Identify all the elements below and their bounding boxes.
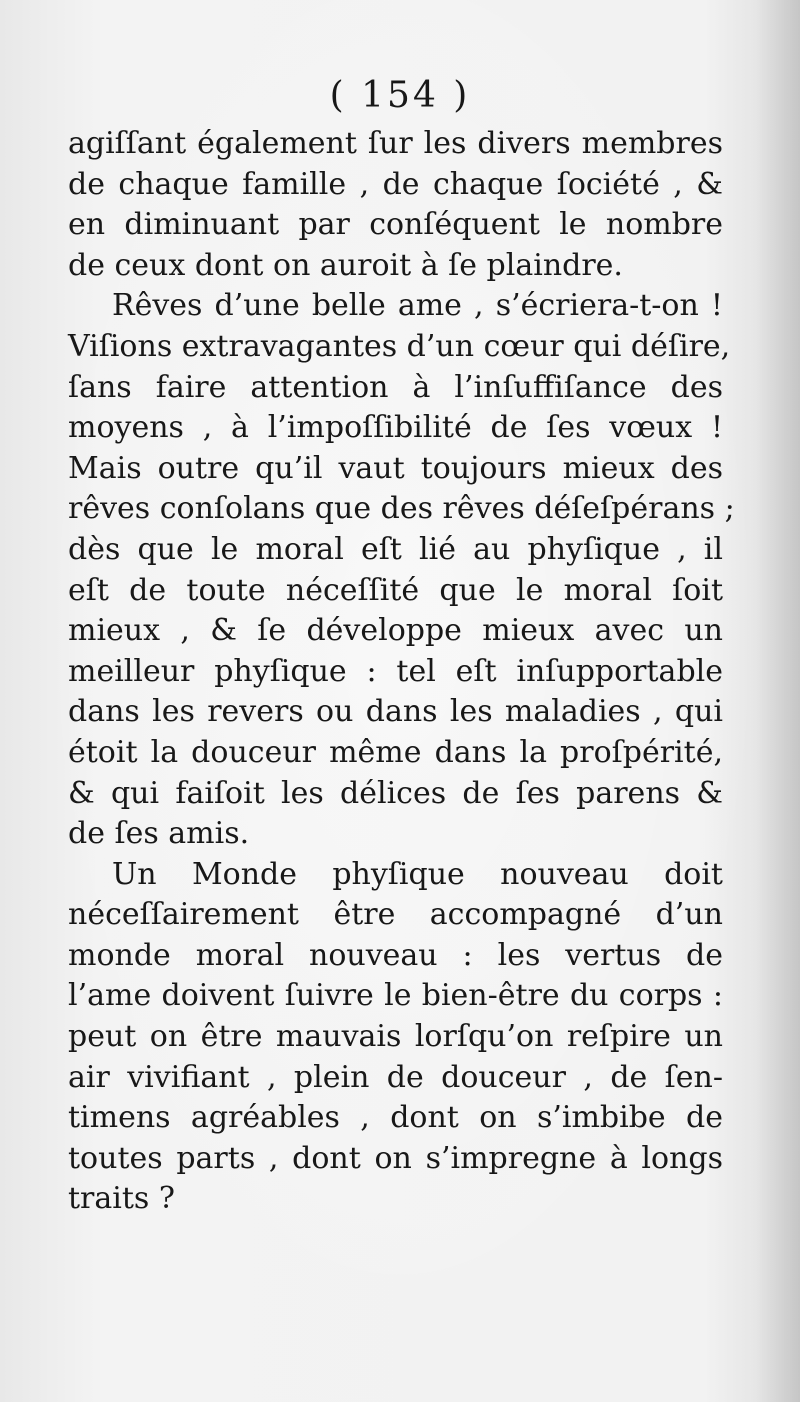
text-line: air vivifiant , plein de douceur , de ſen- xyxy=(68,1059,723,1095)
text-line: peut on être mauvais lorſqu’on reſpire un xyxy=(68,1019,723,1055)
text-line: moyens , à l’impoſſibilité de ſes vœux ! xyxy=(68,410,723,446)
text-line: monde moral nouveau : les vertus de xyxy=(68,937,723,973)
text-line: dès que le moral eſt lié au phyſique , il xyxy=(68,531,723,567)
text-line: Mais outre qu’il vaut toujours mieux des xyxy=(68,450,723,486)
text-line: meilleur phyſique : tel eſt inſupportable xyxy=(68,653,723,689)
text-line: toutes parts , dont on s’impregne à longs xyxy=(68,1140,723,1176)
text-line: de ſes amis. xyxy=(68,816,250,852)
text-line: en diminuant par conſéquent le nombre xyxy=(68,207,723,243)
text-line: Viſions extravagantes d’un cœur qui déſire, xyxy=(68,328,731,364)
paragraph xyxy=(68,286,735,854)
text-line: ſans faire attention à l’inſuffiſance des xyxy=(68,369,723,405)
text-line: agiſſant également ſur les divers membres xyxy=(68,126,723,161)
text-line: Rêves d’une belle ame , s’écriera-t-on ! xyxy=(112,288,723,324)
text-line: rêves conſolans que des rêves déſeſpérans ; xyxy=(68,491,735,527)
text-line: de chaque famille , de chaque ſociété , & xyxy=(68,166,723,202)
text-line: étoit la douceur même dans la proſpérité, xyxy=(68,734,723,770)
page-number: ( 154 ) xyxy=(329,75,471,116)
text-line: de ceux dont on auroit à ſe plaindre. xyxy=(68,247,623,283)
paragraph xyxy=(68,124,723,286)
text-line: & qui faiſoit les délices de ſes parens & xyxy=(68,775,723,811)
text-line: traits ? xyxy=(68,1181,175,1217)
body-text xyxy=(68,124,735,1220)
paragraph xyxy=(68,855,723,1220)
text-line: timens agréables , dont on s’imbibe de xyxy=(68,1100,723,1136)
text-line: eſt de toute néceſſité que le moral ſoit xyxy=(68,572,723,608)
text-line: néceſſairement être accompagné d’un xyxy=(68,897,723,933)
text-line: l’ame doivent ſuivre le bien-être du corps : xyxy=(68,978,723,1014)
text-line: dans les revers ou dans les maladies , qui xyxy=(68,694,723,730)
text-line: mieux , & ſe développe mieux avec un xyxy=(68,613,723,649)
binding-shadow xyxy=(755,0,800,1402)
text-line: Un Monde phyſique nouveau doit xyxy=(112,856,723,892)
